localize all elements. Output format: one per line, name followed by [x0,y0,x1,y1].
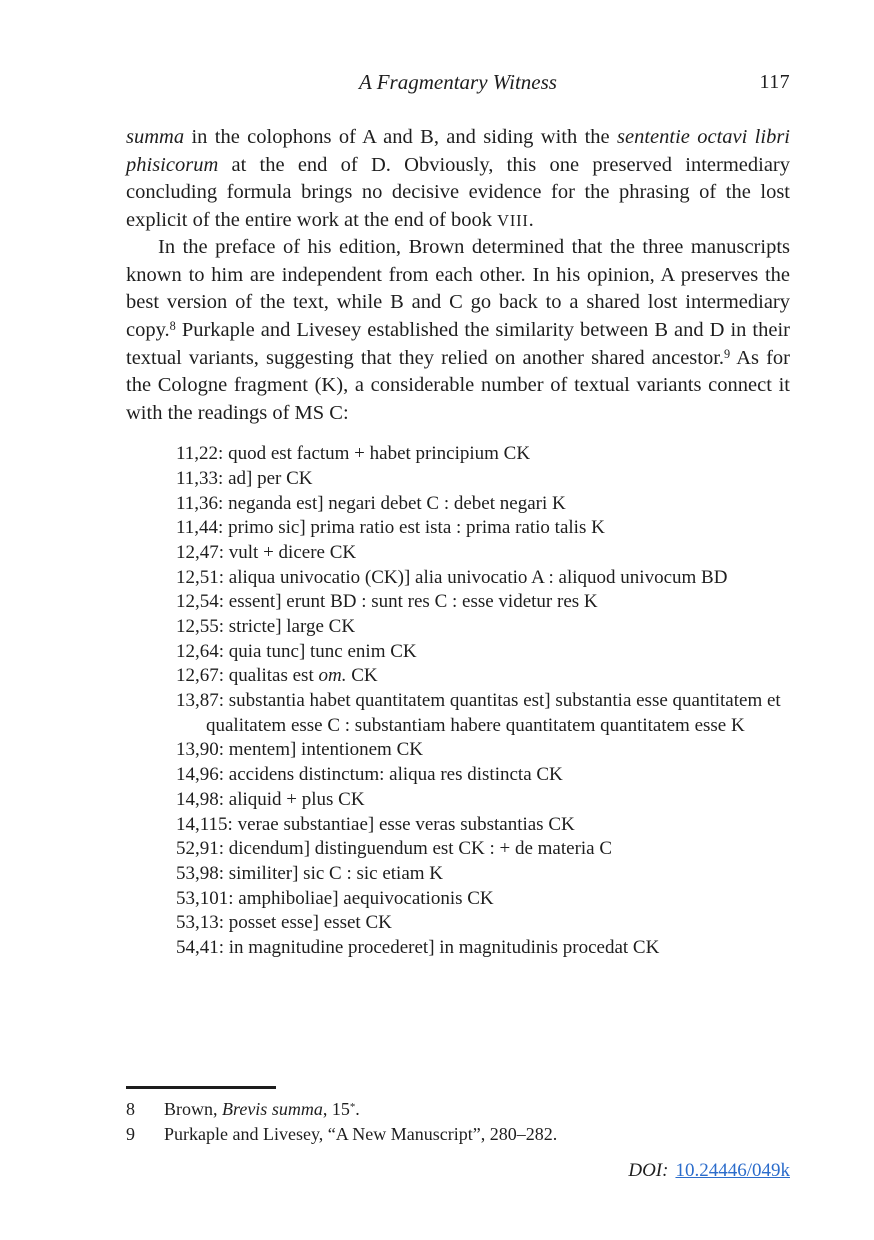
variant-item: 14,96: accidens distinctum: aliqua res distincta CK [176,764,563,786]
footnote-text: Brown, Brevis summa, 15*. [164,1099,360,1119]
variant-item: 12,51: aliqua univocatio (CK)] alia univocatio A : aliquod univocum BD [176,566,728,588]
variant-item: 53,98: similiter] sic C : sic etiam K [176,862,444,884]
variant-item: 11,36: neganda est] negari debet C : debet negari K [176,492,566,514]
variant-item: 53,13: posset esse] esset CK [176,912,392,934]
variant-item: 11,44: primo sic] prima ratio est ista : prima ratio talis K [176,517,605,539]
body-text [126,124,790,961]
footnote-text: Purkaple and Livesey, “A New Manuscript”, 280–282. [164,1124,558,1145]
footnote [126,1122,790,1147]
page-footer [126,1086,790,1182]
page-number: 117 [759,71,790,93]
variant-item: 52,91: dicendum] distinguendum est CK : + de materia C [176,838,613,860]
variants-list [176,442,790,960]
variant-item: 14,115: verae substantiae] esse veras substantias CK [176,813,575,835]
footnote-separator [126,1086,276,1089]
footnotes [126,1097,790,1147]
variant-item: 11,33: ad] per CK [176,467,313,489]
text-column [126,70,790,961]
doi-link[interactable]: 10.24446/049k [675,1160,790,1182]
paragraph: In the preface of his edition, Brown determined that the three manuscripts known to him are independent from each other. In his opinion, A preserves the best version of the text, while B and C go back to a shared lost intermediary copy.$^8$ Purkaple and Livesey established the similarity between B and D in their textual variants, suggesting that they relied on another shared ancestor.$^9$ As for the Cologne fragment (K), a considerable number of textual variants connect it with the readings of MS C: [126,236,790,424]
footnote-number: 8 [126,1099,135,1119]
variant-item: 53,101: amphiboliae] aequivocationis CK [176,887,494,909]
variant-item: 12,67: qualitas est om. CK [176,665,378,687]
variant-item: 12,54: essent] erunt BD : sunt res C : esse videtur res K [176,591,598,613]
paragraphs [126,124,790,427]
doi-line [126,1160,790,1182]
variant-item: 13,87: substantia habet quantitatem quantitas est] substantia esse quantitatem et qualitatem esse C : substantiam habere quantitatem quantitatem esse K [176,690,781,736]
running-head [126,70,790,100]
footnote-number: 9 [126,1124,135,1145]
variant-item: 13,90: mentem] intentionem CK [176,739,423,761]
running-head-title: A Fragmentary Witness [359,70,557,94]
paragraph: summa in the colophons of A and B, and siding with the sententie octavi libri phisicorum at the end of D. Obviously, this one preserved intermediary concluding formula brings no decisive evidence for the phrasing of the lost explicit of the entire work at the end of book VIII. [126,126,790,231]
variant-item: 14,98: aliquid + plus CK [176,788,365,810]
variant-item: 11,22: quod est factum + habet principium CK [176,443,531,465]
variant-item: 54,41: in magnitudine procederet] in magnitudinis procedat CK [176,936,660,958]
footnote [126,1097,790,1122]
variant-item: 12,47: vult + dicere CK [176,541,357,563]
variant-item: 12,64: quia tunc] tunc enim CK [176,640,417,662]
doi-label: DOI: [628,1160,669,1182]
variant-item: 12,55: stricte] large CK [176,616,356,637]
